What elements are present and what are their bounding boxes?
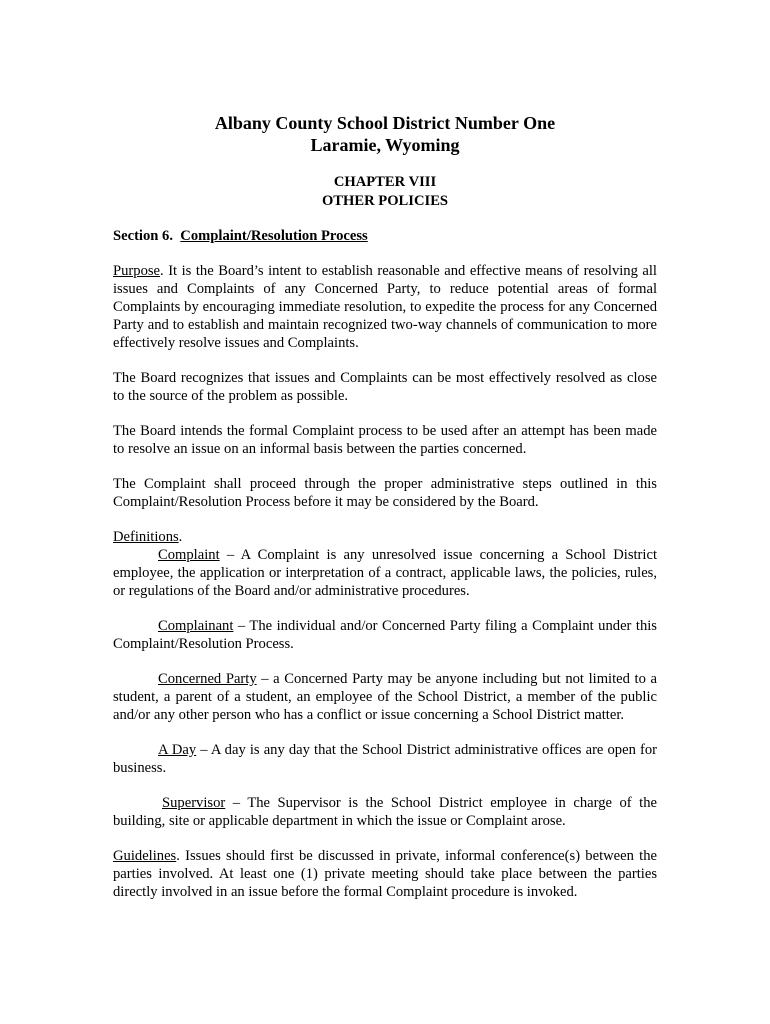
- title-line-2: Laramie, Wyoming: [310, 135, 460, 155]
- paragraph-informal: The Board intends the formal Complaint process to be used after an attempt has been made to resolve an issue on an informal basis between the parties concerned.: [113, 423, 657, 457]
- definition-term: Concerned Party: [158, 671, 257, 687]
- document-page: [113, 112, 657, 901]
- section-heading: [113, 227, 657, 245]
- section-title: Complaint/Resolution Process: [180, 228, 368, 244]
- definition-text: – A day is any day that the School District administrative offices are open for business.: [113, 742, 657, 776]
- purpose-label: Purpose: [113, 263, 161, 279]
- definition-term: A Day: [158, 742, 197, 758]
- definition-text: – The Supervisor is the School District employee in charge of the building, site or applicable department in which the issue or Complaint arose.: [113, 795, 657, 829]
- guidelines-paragraph: [113, 847, 657, 901]
- definition-complaint: [113, 546, 657, 600]
- definition-text: – A Complaint is any unresolved issue concerning a School District employee, the application or interpretation of a contract, applicable laws, the policies, rules, or regulations of the Board and/or administrative procedures.: [113, 547, 657, 599]
- document-title: [113, 112, 657, 156]
- definition-supervisor: [113, 794, 657, 830]
- chapter-number: CHAPTER VIII: [333, 174, 437, 190]
- definition-a-day: [113, 741, 657, 777]
- definition-concerned-party: [113, 670, 657, 724]
- definition-term: Supervisor: [162, 795, 226, 811]
- guidelines-text: . Issues should first be discussed in private, informal conference(s) between the parties involved. At least one (1) private meeting should take place between the parties directly involved in an issue before the formal Complaint procedure is invoked.: [113, 848, 657, 900]
- definition-text: – a Concerned Party may be anyone including but not limited to a student, a parent of a student, an employee of the School District, a member of the public and/or any other person who has a conflict or issue concerning a School District matter.: [113, 671, 657, 723]
- paragraph-source: The Board recognizes that issues and Complaints can be most effectively resolved as close to the source of the problem as possible.: [113, 370, 657, 404]
- definition-text: – The individual and/or Concerned Party filing a Complaint under this Complaint/Resolution Process.: [113, 618, 657, 652]
- paragraph-steps: The Complaint shall proceed through the proper administrative steps outlined in this Complaint/Resolution Process before it may be considered by the Board.: [113, 476, 657, 510]
- purpose-text: . It is the Board’s intent to establish reasonable and effective means of resolving all issues and Complaints of any Concerned Party, to reduce potential areas of formal Complaints by encouraging immediate resolution, to expedite the process for any Concerned Party and to establish and maintain recognized two-way channels of communication to more effectively resolve issues and Complaints.: [113, 263, 657, 351]
- definitions-heading: [113, 528, 657, 546]
- definition-term: Complaint: [158, 547, 220, 563]
- definition-term: Complainant: [158, 618, 234, 634]
- chapter-heading: [113, 173, 657, 211]
- definition-complainant: [113, 617, 657, 653]
- definitions-punct: .: [178, 529, 183, 545]
- section-label: Section 6.: [113, 228, 173, 244]
- purpose-paragraph: [113, 262, 657, 352]
- title-line-1: Albany County School District Number One: [214, 113, 556, 133]
- guidelines-label: Guidelines: [113, 848, 177, 864]
- definitions-label: Definitions: [113, 529, 179, 545]
- chapter-subtitle: OTHER POLICIES: [321, 193, 449, 209]
